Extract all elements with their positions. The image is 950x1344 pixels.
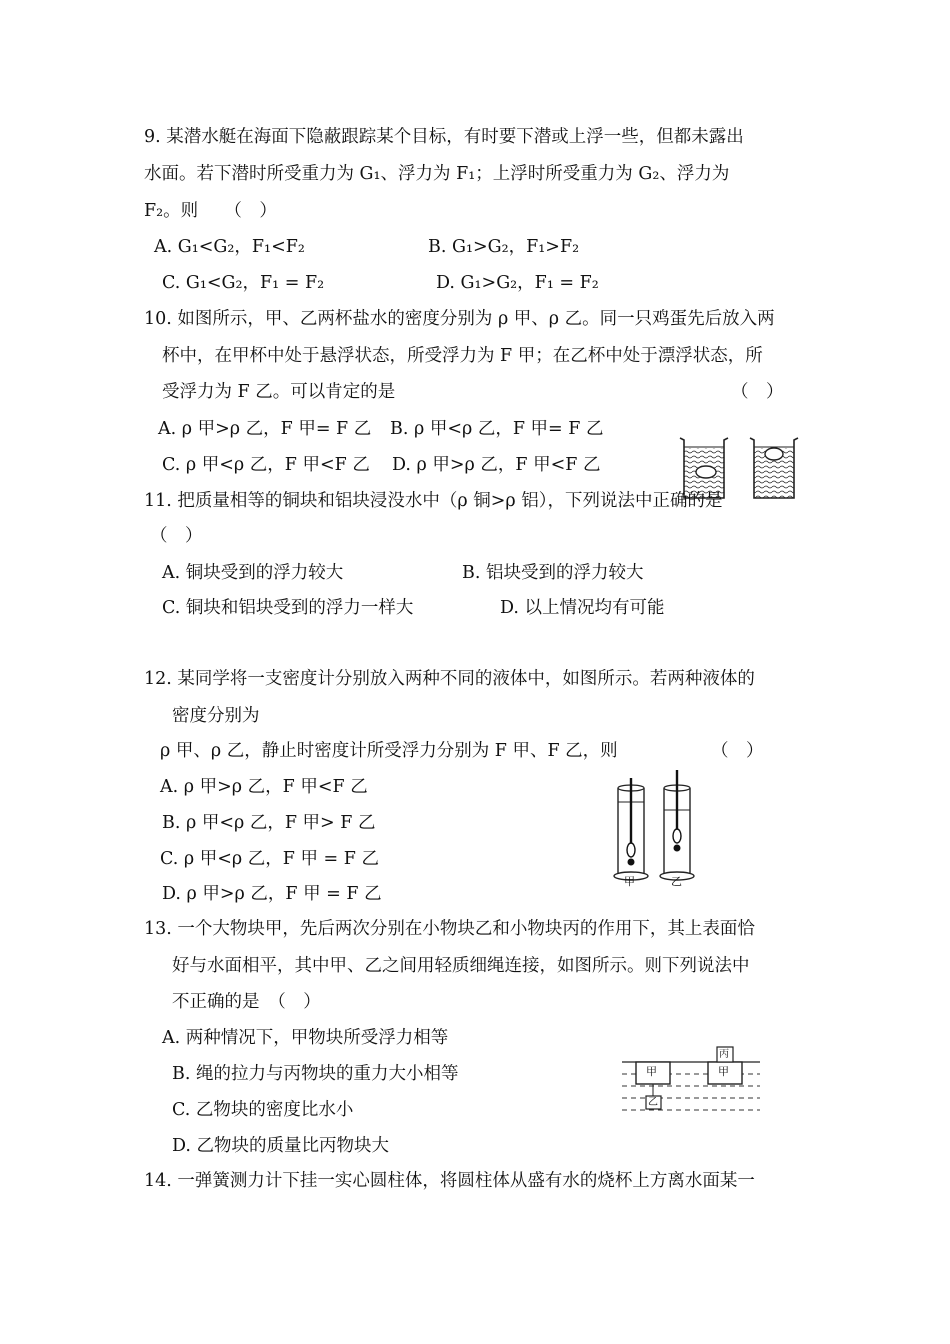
q9-option-a: A. G₁<G₂，F₁<F₂	[154, 237, 305, 257]
q12-fig-label-jia: 甲	[624, 875, 635, 888]
q12-option-d: D. ρ 甲>ρ 乙，F 甲 = F 乙	[162, 884, 382, 904]
q12-hydrometer-figure	[606, 770, 711, 892]
egg-icon	[696, 466, 716, 478]
q13-line-3: 不正确的是 （ ）	[172, 992, 321, 1012]
q13-blocks-figure	[620, 1044, 762, 1120]
q10-line-3: 受浮力为 F 乙。可以肯定的是	[162, 382, 396, 402]
q13-fig-label-bing: 丙	[719, 1049, 729, 1060]
q9-line-1: 9. 某潜水艇在海面下隐蔽跟踪某个目标，有时要下潜或上浮一些，但都未露出	[144, 127, 744, 147]
q13-fig-label-jia-left: 甲	[646, 1065, 657, 1078]
q10-option-c: C. ρ 甲<ρ 乙，F 甲<F 乙	[162, 455, 370, 475]
q9-option-b: B. G₁>G₂，F₁>F₂	[428, 237, 580, 257]
q10-answer-paren: （ ）	[731, 382, 784, 402]
q10-option-d: D. ρ 甲>ρ 乙，F 甲<F 乙	[392, 455, 601, 475]
q11-line-2: （ ）	[150, 526, 203, 546]
cylinder-jia	[614, 778, 648, 880]
q12-option-b: B. ρ 甲<ρ 乙，F 甲> F 乙	[162, 813, 376, 833]
q9-option-c: C. G₁<G₂，F₁ = F₂	[162, 273, 325, 293]
q10-option-b: B. ρ 甲<ρ 乙，F 甲= F 乙	[390, 419, 604, 439]
q13-fig-label-yi: 乙	[648, 1097, 658, 1108]
q9-line-2: 水面。若下潜时所受重力为 G₁、浮力为 F₁；上浮时所受重力为 G₂、浮力为	[144, 164, 730, 184]
q9-option-d: D. G₁>G₂，F₁ = F₂	[436, 273, 599, 293]
q11-line-1: 11. 把质量相等的铜块和铝块浸没水中（ρ 铜>ρ 铝），下列说法中正确的是	[144, 491, 723, 511]
q12-option-c: C. ρ 甲<ρ 乙，F 甲 = F 乙	[160, 849, 379, 869]
q11-option-b: B. 铝块受到的浮力较大	[462, 563, 644, 583]
q9-line-3: F₂。则 （ ）	[144, 201, 277, 221]
q13-option-b: B. 绳的拉力与丙物块的重力大小相等	[172, 1064, 459, 1084]
q13-option-d: D. 乙物块的质量比丙物块大	[172, 1136, 390, 1156]
q13-line-1: 13. 一个大物块甲，先后两次分别在小物块乙和小物块丙的作用下，其上表面恰	[144, 919, 755, 939]
q12-answer-paren: （ ）	[711, 741, 764, 761]
q13-option-a: A. 两种情况下，甲物块所受浮力相等	[162, 1028, 449, 1048]
beaker-yi	[750, 438, 798, 498]
q11-option-a: A. 铜块受到的浮力较大	[162, 563, 344, 583]
q12-line-3: ρ 甲、ρ 乙，静止时密度计所受浮力分别为 F 甲、F 乙，则	[160, 741, 618, 761]
q13-line-2: 好与水面相平，其中甲、乙之间用轻质细绳连接，如图所示。则下列说法中	[172, 956, 750, 976]
q10-option-a: A. ρ 甲>ρ 乙，F 甲= F 乙	[158, 419, 372, 439]
q11-option-c: C. 铜块和铝块受到的浮力一样大	[162, 598, 414, 618]
q10-line-2: 杯中，在甲杯中处于悬浮状态，所受浮力为 F 甲；在乙杯中处于漂浮状态，所	[162, 346, 763, 366]
q11-option-d: D. 以上情况均有可能	[500, 598, 665, 618]
q12-line-2: 密度分别为	[172, 706, 260, 726]
beaker-jia	[680, 438, 728, 498]
q13-fig-label-jia-right: 甲	[718, 1065, 729, 1078]
q12-option-a: A. ρ 甲>ρ 乙，F 甲<F 乙	[160, 777, 368, 797]
egg-icon	[765, 448, 783, 460]
cylinder-yi	[660, 770, 694, 880]
q14-line-1: 14. 一弹簧测力计下挂一实心圆柱体，将圆柱体从盛有水的烧杯上方离水面某一	[144, 1171, 755, 1191]
q12-fig-label-yi: 乙	[671, 875, 682, 888]
q10-line-1: 10. 如图所示，甲、乙两杯盐水的密度分别为 ρ 甲、ρ 乙。同一只鸡蛋先后放入两	[144, 309, 775, 329]
q12-line-1: 12. 某同学将一支密度计分别放入两种不同的液体中，如图所示。若两种液体的	[144, 669, 755, 689]
q13-option-c: C. 乙物块的密度比水小	[172, 1100, 354, 1120]
